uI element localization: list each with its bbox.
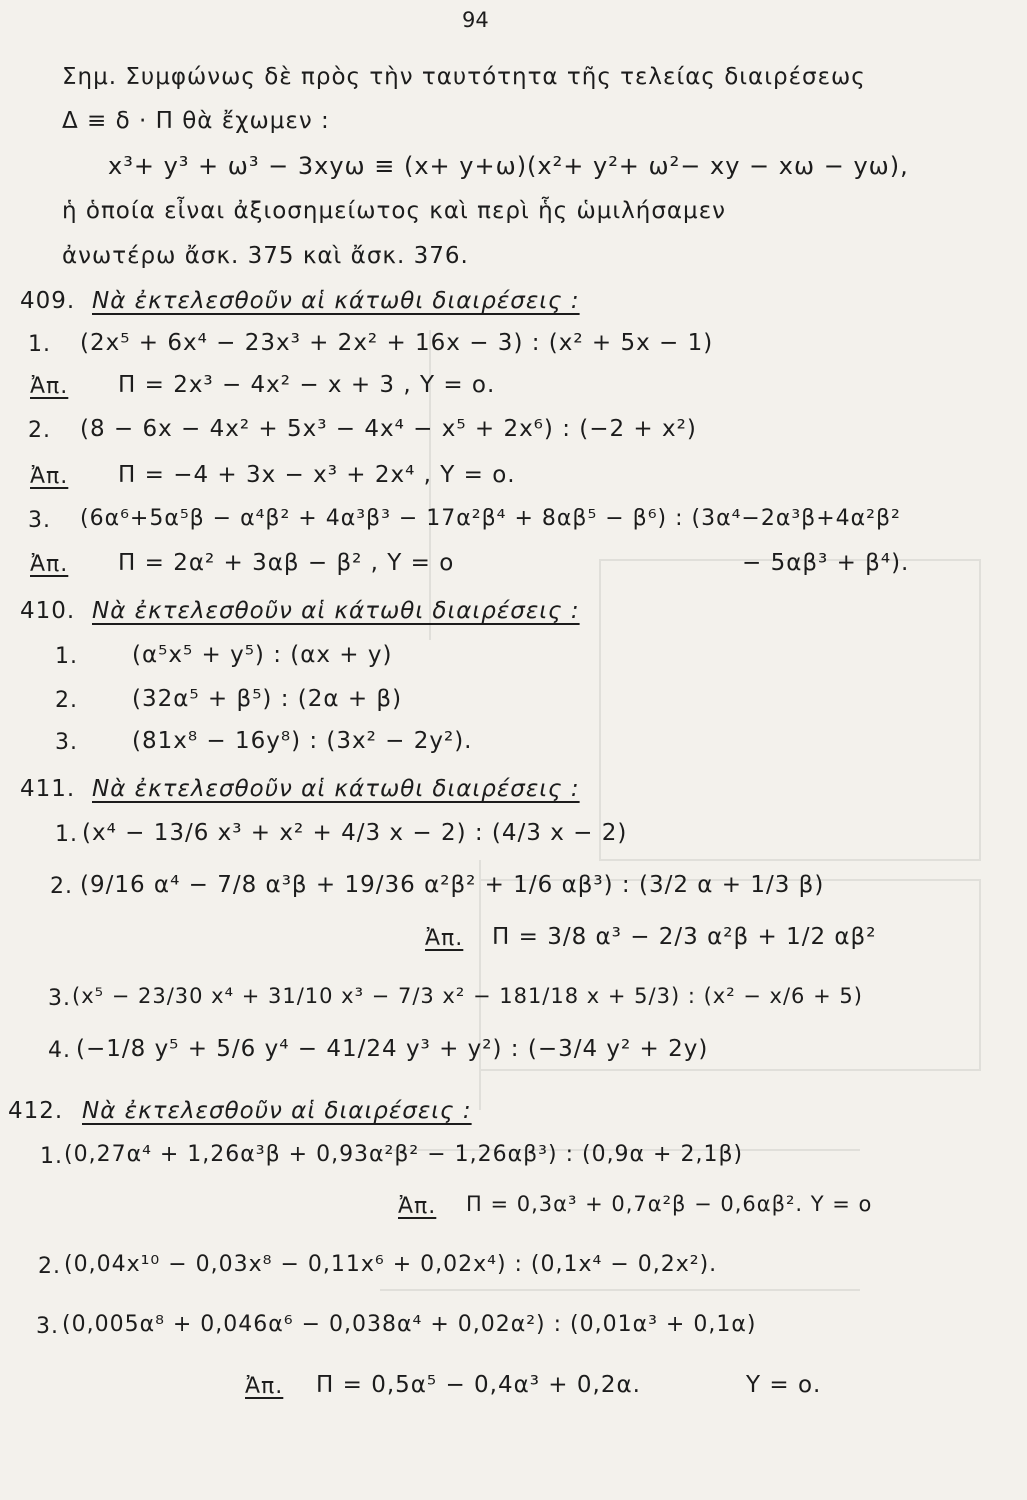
exercise-heading: Νὰ ἐκτελεσθοῦν αἱ κάτωθι διαιρέσεις : [92, 288, 580, 314]
item-number: 1. [40, 1144, 63, 1169]
answer-label: Ἀπ. [398, 1194, 437, 1219]
item-number: 3. [55, 730, 78, 755]
exercise-heading: Νὰ ἐκτελεσθοῦν αἱ κάτωθι διαιρέσεις : [92, 598, 580, 624]
answer-expression: Π = −4 + 3x − x³ + 2x⁴ , Υ = ο. [118, 462, 516, 488]
item-number: 4. [48, 1038, 71, 1063]
exercise-label: 412. [8, 1098, 64, 1124]
division-expression: (0,27α⁴ + 1,26α³β + 0,93α²β² − 1,26αβ³) : (0,9α + 2,1β) [64, 1142, 744, 1167]
division-expression: (6α⁶+5α⁵β − α⁴β² + 4α³β³ − 17α²β⁴ + 8αβ⁵ − β⁶) : (3α⁴−2α³β+4α²β² [80, 506, 901, 531]
answer-expression: Π = 0,3α³ + 0,7α²β − 0,6αβ². Υ = ο [466, 1192, 873, 1216]
division-expression: (x⁵ − 23/30 x⁴ + 31/10 x³ − 7/3 x² − 181/18 x + 5/3) : (x² − x/6 + 5) [72, 984, 863, 1008]
division-expression: (0,04x¹⁰ − 0,03x⁸ − 0,11x⁶ + 0,02x⁴) : (0,1x⁴ − 0,2x²). [64, 1252, 718, 1277]
exercise-label: 411. [20, 776, 76, 802]
note-line-2: Δ ≡ δ · Π θὰ ἔχωμεν : [62, 108, 330, 134]
answer-label: Ἀπ. [30, 552, 69, 577]
answer-expression: Π = 2α² + 3αβ − β² , Υ = ο [118, 550, 455, 576]
exercise-heading: Νὰ ἐκτελεσθοῦν αἱ διαιρέσεις : [82, 1098, 472, 1124]
division-expression: (0,005α⁸ + 0,046α⁶ − 0,038α⁴ + 0,02α²) : (0,01α³ + 0,1α) [62, 1312, 757, 1337]
item-number: 3. [28, 508, 51, 533]
item-number: 2. [38, 1254, 61, 1279]
exercise-heading: Νὰ ἐκτελεσθοῦν αἱ κάτωθι διαιρέσεις : [92, 776, 580, 802]
answer-continuation: − 5αβ³ + β⁴). [742, 550, 910, 576]
item-number: 1. [55, 644, 78, 669]
note-line-5: ἀνωτέρω ἄσκ. 375 καὶ ἄσκ. 376. [62, 243, 469, 269]
note-line-4: ἡ ὁποία εἶναι ἀξιοσημείωτος καὶ περὶ ἧς ὡμιλήσαμεν [62, 198, 726, 224]
division-expression: (8 − 6x − 4x² + 5x³ − 4x⁴ − x⁵ + 2x⁶) : (−2 + x²) [80, 416, 697, 442]
division-expression: (−1/8 y⁵ + 5/6 y⁴ − 41/24 y³ + y²) : (−3/4 y² + 2y) [76, 1036, 709, 1062]
answer-continuation: Υ = ο. [746, 1372, 822, 1398]
division-expression: (32α⁵ + β⁵) : (2α + β) [132, 686, 403, 712]
item-number: 2. [50, 874, 73, 899]
exercise-label: 410. [20, 598, 76, 624]
page-number: 94 [462, 8, 489, 32]
division-expression: (α⁵x⁵ + y⁵) : (αx + y) [132, 642, 393, 668]
division-expression: (2x⁵ + 6x⁴ − 23x³ + 2x² + 16x − 3) : (x² + 5x − 1) [80, 330, 714, 356]
division-expression: (x⁴ − 13/6 x³ + x² + 4/3 x − 2) : (4/3 x − 2) [82, 820, 628, 846]
answer-label: Ἀπ. [30, 464, 69, 489]
item-number: 3. [48, 986, 71, 1011]
answer-expression: Π = 3/8 α³ − 2/3 α²β + 1/2 αβ² [492, 924, 877, 950]
answer-label: Ἀπ. [245, 1374, 284, 1399]
division-expression: (9/16 α⁴ − 7/8 α³β + 19/36 α²β² + 1/6 αβ³) : (3/2 α + 1/3 β) [80, 872, 825, 898]
answer-expression: Π = 2x³ − 4x² − x + 3 , Υ = ο. [118, 372, 496, 398]
item-number: 1. [55, 822, 78, 847]
item-number: 1. [28, 332, 51, 357]
identity-formula: x³+ y³ + ω³ − 3xyω ≡ (x+ y+ω)(x²+ y²+ ω²− xy − xω − yω), [108, 152, 909, 180]
note-line-1: Σημ. Συμφώνως δὲ πρὸς τὴν ταυτότητα τῆς τελείας διαιρέσεως [62, 64, 866, 90]
item-number: 2. [28, 418, 51, 443]
answer-expression: Π = 0,5α⁵ − 0,4α³ + 0,2α. [316, 1372, 641, 1398]
answer-label: Ἀπ. [425, 926, 464, 951]
division-expression: (81x⁸ − 16y⁸) : (3x² − 2y²). [132, 728, 473, 754]
answer-label: Ἀπ. [30, 374, 69, 399]
item-number: 3. [36, 1314, 59, 1339]
item-number: 2. [55, 688, 78, 713]
exercise-label: 409. [20, 288, 76, 314]
